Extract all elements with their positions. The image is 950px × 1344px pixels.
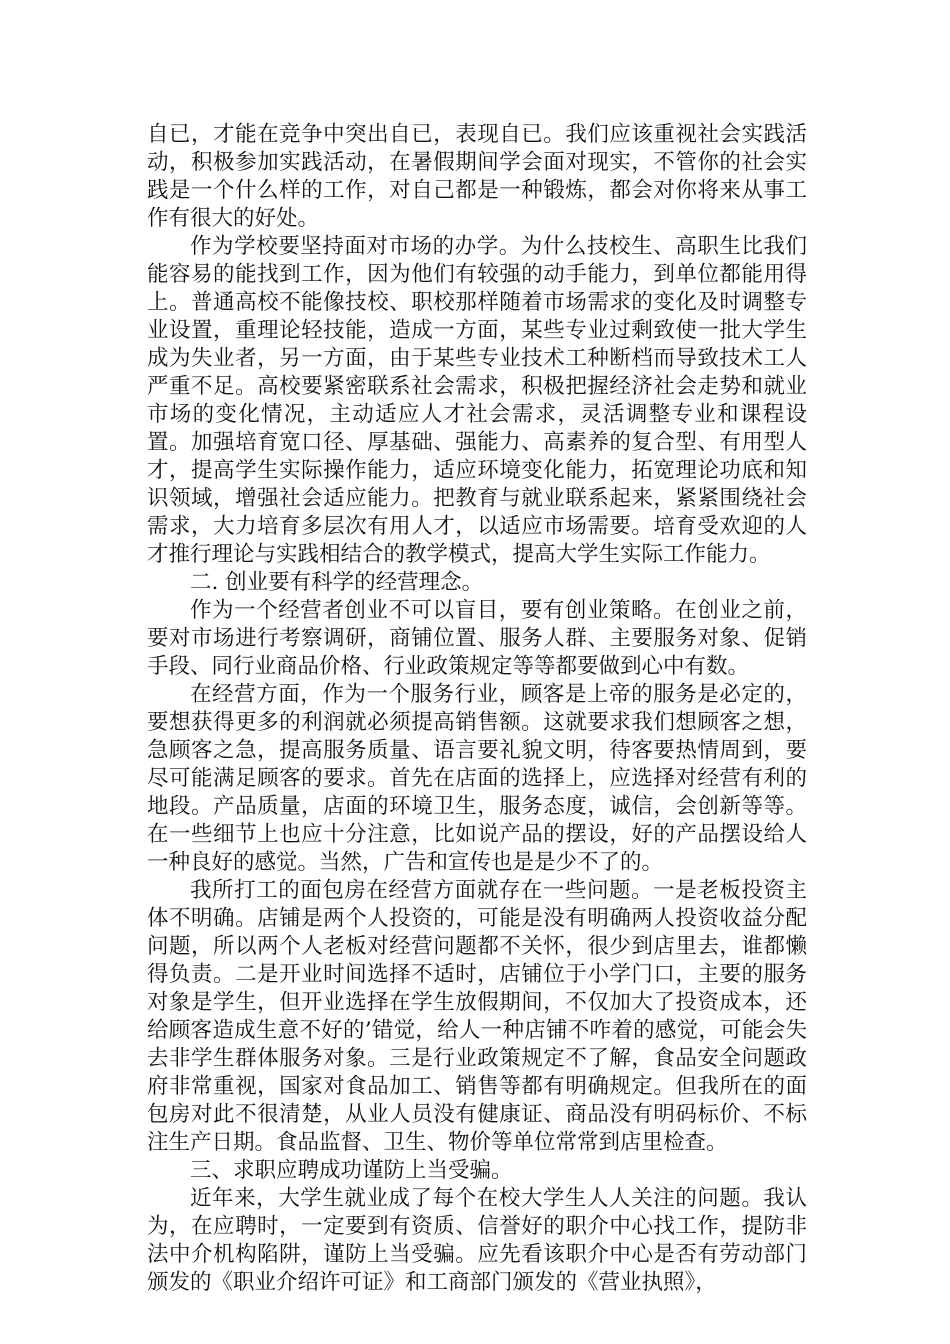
document-page — [147, 121, 807, 1297]
section-heading-3: 三、求职应聘成功谨防上当受骗。 — [190, 1158, 513, 1183]
paragraph-5: 我所打工的面包房在经营方面就存在一些问题。一是老板投资主体不明确。店铺是两个人投资的，可能是没有明确两人投资收益分配问题，所以两个人老板对经营问题都不关怀，很少到店里去，谁都懒得负责。二是开业时间选择不适时，店铺位于小学门口，主要的服务对象是学生，但开业选择在学生放假期间，不仅加大了投资成本，还给顾客造成生意不好的’错觉，给人一种店铺不咋着的感觉，可能会失去非学生群体服务对象。三是行业政策规定不了解，食品安全问题政府非常重视，国家对食品加工、销售等都有明确规定。但我所在的面包房对此不很清楚，从业人员没有健康证、商品没有明码标价、不标注生产日期。食品监督、卫生、物价等单位常常到店里检查。 — [147, 878, 807, 1155]
paragraph-4: 在经营方面，作为一个服务行业，顾客是上帝的服务是必定的，要想获得更多的利润就必须提高销售额。这就要求我们想顾客之想，急顾客之急，提高服务质量、语言要礼貌文明，待客要热情周到，要尽可能满足顾客的要求。首先在店面的选择上，应选择对经营有利的地段。产品质量，店面的环境卫生，服务态度，诚信，会创新等等。在一些细节上也应十分注意，比如说产品的摆设，好的产品摆设给人一种良好的感觉。当然，广告和宣传也是是少不了的。 — [147, 682, 807, 875]
paragraph-3: 作为一个经营者创业不可以盲目，要有创业策略。在创业之前，要对市场进行考察调研，商铺位置、服务人群、主要服务对象、促销手段、同行业商品价格、行业政策规定等等都要做到心中有数。 — [147, 598, 807, 679]
section-heading-2: 二. 创业要有科学的经营理念。 — [190, 570, 484, 595]
paragraph-6: 近年来，大学生就业成了每个在校大学生人人关注的问题。我认为，在应聘时，一定要到有资质、信誉好的职介中心找工作，提防非法中介机构陷阱，谨防上当受骗。应先看该职介中心是否有劳动部门颁发的《职业介绍许可证》和工商部门颁发的《营业执照》， — [147, 1186, 807, 1295]
paragraph-2: 作为学校要坚持面对市场的办学。为什么技校生、高职生比我们能容易的能找到工作，因为他们有较强的动手能力，到单位都能用得上。普通高校不能像技校、职校那样随着市场需求的变化及时调整专业设置，重理论轻技能，造成一方面，某些专业过剩致使一批大学生成为失业者，另一方面，由于某些专业技术工种断档而导致技术工人严重不足。高校要紧密联系社会需求，积极把握经济社会走势和就业市场的变化情况，主动适应人才社会需求，灵活调整专业和课程设置。加强培育宽口径、厚基础、强能力、高素养的复合型、有用型人才，提高学生实际操作能力，适应环境变化能力，拓宽理论功底和知识领域，增强社会适应能力。把教育与就业联系起来，紧紧围绕社会需求，大力培育多层次有用人才，以适应市场需要。培育受欢迎的人才推行理论与实践相结合的教学模式，提高大学生实际工作能力。 — [147, 234, 807, 567]
paragraph-1: 自已，才能在竞争中突出自已，表现自已。我们应该重视社会实践活动，积极参加实践活动，在暑假期间学会面对现实，不管你的社会实践是一个什么样的工作，对自己都是一种锻炼，都会对你将来从事工作有很大的好处。 — [147, 122, 807, 231]
